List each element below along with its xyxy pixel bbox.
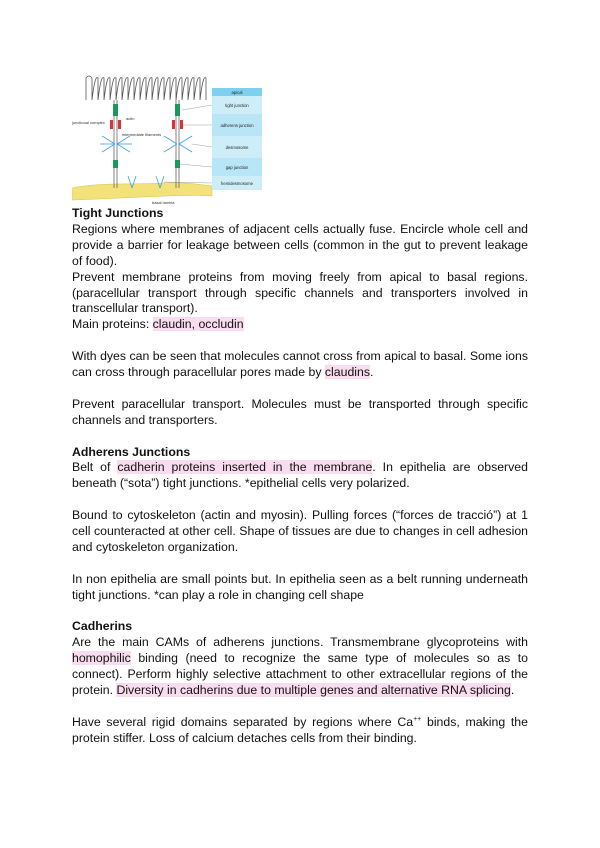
notes-text bbox=[72, 206, 528, 747]
cadherins-p2-b: binds, making the protein stiffer. Loss of calcium detaches cells from their binding. bbox=[72, 714, 528, 745]
left-label-0: junctional complex bbox=[72, 120, 105, 125]
adherens-p1-text: Belt of bbox=[72, 460, 118, 475]
adherens-p2: Bound to cytoskeleton (actin and myosin). Pulling forces (“forces de tracció”) at 1 cell counteracted at other cell. Shape of tissues are due to changes in cell adhesion and cytoskeleton organization. bbox=[72, 508, 528, 554]
adherens-p1-highlight: cadherin proteins inserted in the membrane bbox=[117, 460, 373, 475]
tight-p3-highlight: claudin, occludin bbox=[152, 317, 244, 332]
tight-p2: Prevent membrane proteins from moving freely from apical to basal regions. (paracellular transport through specific channels and transporters involved in transcellular transport). bbox=[72, 269, 528, 316]
cadherins-p1-highlight-2: Diversity in cadherins due to multiple genes and alternative RNA splicing bbox=[116, 683, 511, 698]
gap-junction-marks bbox=[113, 160, 180, 168]
tight-p1: Regions where membranes of adjacent cells actually fuse. Encircle whole cell and provide a barrier for leakage between cells (common in the gut to prevent leakage of food). bbox=[72, 221, 528, 268]
tight-p4-highlight: claudins bbox=[324, 365, 371, 380]
cadherins-heading: Cadherins bbox=[72, 619, 133, 634]
tight-p3-text: Main proteins: bbox=[72, 317, 153, 332]
leader-lines bbox=[164, 105, 212, 183]
microvilli bbox=[86, 76, 206, 100]
adherens-p3: In non epithelia are small points but. In epithelia seen as a belt running underneath tight junctions. *can play a role in changing cell shape bbox=[72, 571, 528, 602]
tight-p4 bbox=[72, 349, 528, 381]
cadherins-p1-c: . bbox=[510, 683, 515, 698]
adherens-p1-end: . In epithelia are observed beneath (“sota”) tight junctions. *epithelial cells very polarized. bbox=[72, 460, 528, 491]
calcium-superscript: ++ bbox=[413, 715, 422, 723]
tight-p4-end: . bbox=[370, 365, 374, 380]
left-label-1: actin bbox=[126, 116, 135, 121]
tight-p4-text: With dyes can be seen that molecules cannot cross from apical to basal. Some ions can cross through paracellular pores made by bbox=[72, 349, 528, 380]
adherens-junctions-heading: Adherens Junctions bbox=[72, 444, 191, 459]
table-label-1: tight junction bbox=[225, 103, 249, 108]
tight-junctions-heading: Tight Junctions bbox=[72, 206, 164, 220]
tight-p3 bbox=[72, 317, 528, 333]
cadherins-p1-b: binding (need to recognize the same type of molecules so as to connect). Perform highly selective attachment to other extracellular regions of the protein. bbox=[72, 651, 528, 698]
adherens-marks bbox=[110, 120, 183, 129]
basal-lamina-shape bbox=[72, 183, 212, 200]
table-label-0: apical bbox=[231, 90, 243, 95]
table-label-3: desmosome bbox=[225, 145, 249, 150]
cadherins-p1 bbox=[72, 635, 528, 699]
table-label-5: hemidesmosome bbox=[221, 181, 253, 186]
cadherins-p1-highlight-1: homophilic bbox=[72, 651, 131, 666]
cadherins-p2-a: Have several rigid domains separated by regions where Ca bbox=[72, 714, 414, 729]
table-label-4: gap junction bbox=[225, 165, 249, 170]
tight-junction-dots bbox=[113, 104, 180, 116]
left-label-2: intermediate filaments bbox=[122, 132, 162, 137]
bottom-label: basal lamina bbox=[152, 200, 175, 205]
adherens-p1 bbox=[72, 460, 528, 492]
junction-label-table bbox=[212, 88, 262, 190]
cell-junctions-diagram bbox=[72, 70, 264, 206]
tight-p5: Prevent paracellular transport. Molecules must be transported through specific channels and transporters. bbox=[72, 396, 528, 427]
cadherins-p1-a: Are the main CAMs of adherens junctions. Transmembrane glycoproteins with bbox=[72, 635, 528, 650]
table-label-2: adherens junction bbox=[220, 123, 254, 128]
cadherins-p2 bbox=[72, 715, 528, 747]
